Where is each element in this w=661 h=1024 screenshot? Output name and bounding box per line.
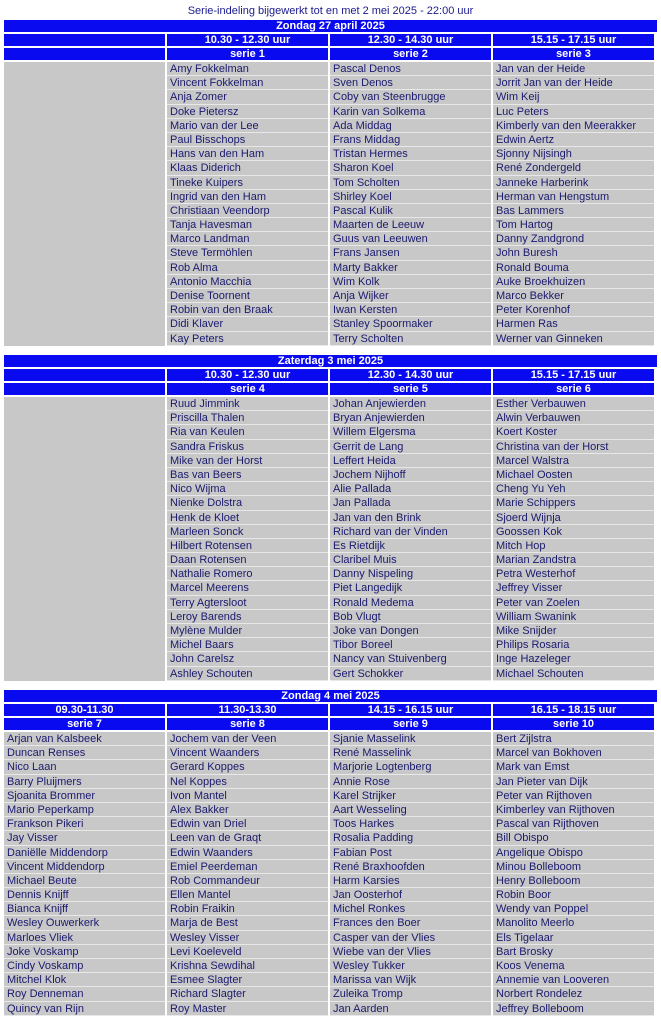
- player-name: Anja Wijker: [330, 289, 491, 303]
- player-name: Koos Venema: [493, 959, 654, 973]
- player-name: Piet Langedijk: [330, 581, 491, 595]
- player-name: Robin Fraikin: [167, 902, 328, 916]
- player-name: Bas van Beers: [167, 468, 328, 482]
- player-name: Richard Slagter: [167, 987, 328, 1001]
- player-name: Joke van Dongen: [330, 624, 491, 638]
- time-slot: 15.15 - 17.15 uur: [493, 369, 654, 381]
- time-slot-row: [4, 32, 657, 46]
- series-label: serie 4: [167, 383, 328, 395]
- player-name: Manolito Meerlo: [493, 916, 654, 930]
- player-name: Edwin Waanders: [167, 846, 328, 860]
- player-name: Marcel Walstra: [493, 454, 654, 468]
- player-name: Marcel van Bokhoven: [493, 746, 654, 760]
- player-name: Barry Pluijmers: [4, 775, 165, 789]
- player-name: Edwin Aertz: [493, 133, 654, 147]
- player-name: Dennis Knijff: [4, 888, 165, 902]
- series-column: [4, 732, 165, 1016]
- series-column: [167, 62, 328, 346]
- player-name: Jorrit Jan van der Heide: [493, 76, 654, 90]
- player-name: Pascal Denos: [330, 62, 491, 76]
- player-name: Wendy van Poppel: [493, 902, 654, 916]
- player-name: Michel Baars: [167, 638, 328, 652]
- player-name: Krishna Sewdihal: [167, 959, 328, 973]
- player-name: Richard van der Vinden: [330, 525, 491, 539]
- player-name: Frans Middag: [330, 133, 491, 147]
- player-name: Joke Voskamp: [4, 945, 165, 959]
- player-name: Quincy van Rijn: [4, 1002, 165, 1016]
- player-name: Marie Schippers: [493, 496, 654, 510]
- player-name: Robin Boor: [493, 888, 654, 902]
- player-name: Gerard Koppes: [167, 760, 328, 774]
- player-name: Harm Karsies: [330, 874, 491, 888]
- player-name: Ronald Medema: [330, 596, 491, 610]
- player-name: Jochem Nijhoff: [330, 468, 491, 482]
- player-name: Robin van den Braak: [167, 303, 328, 317]
- series-label: [4, 48, 165, 60]
- series-label: serie 5: [330, 383, 491, 395]
- schedule-section: [4, 355, 657, 681]
- player-name: Alex Bakker: [167, 803, 328, 817]
- series-column: [4, 62, 165, 346]
- player-name: Nico Wijma: [167, 482, 328, 496]
- player-name: Sharon Koel: [330, 161, 491, 175]
- schedule-section: [4, 690, 657, 1016]
- player-name: Marty Bakker: [330, 261, 491, 275]
- player-name: Marco Landman: [167, 232, 328, 246]
- player-name: Sjonny Nijsingh: [493, 147, 654, 161]
- player-name: Pascal Kulik: [330, 204, 491, 218]
- player-name: Ashley Schouten: [167, 667, 328, 681]
- player-name: Es Rietdijk: [330, 539, 491, 553]
- player-name: Priscilla Thalen: [167, 411, 328, 425]
- player-name: Esther Verbauwen: [493, 397, 654, 411]
- series-label: serie 9: [330, 718, 491, 730]
- player-name: Marjorie Logtenberg: [330, 760, 491, 774]
- time-slot: 12.30 - 14.30 uur: [330, 369, 491, 381]
- player-name: Janneke Harberink: [493, 176, 654, 190]
- player-name: Rob Commandeur: [167, 874, 328, 888]
- player-name: Aart Wesseling: [330, 803, 491, 817]
- player-name: Peter van Rijthoven: [493, 789, 654, 803]
- player-name: Maarten de Leeuw: [330, 218, 491, 232]
- player-name: Wesley Visser: [167, 931, 328, 945]
- player-name: Fabian Post: [330, 846, 491, 860]
- player-name: Bianca Knijff: [4, 902, 165, 916]
- section-date: Zondag 4 mei 2025: [4, 690, 657, 702]
- section-date: Zondag 27 april 2025: [4, 20, 657, 32]
- player-name: Michel Ronkes: [330, 902, 491, 916]
- player-name: Nel Koppes: [167, 775, 328, 789]
- player-name: Bart Brosky: [493, 945, 654, 959]
- series-row: [4, 716, 657, 730]
- player-name: Amy Fokkelman: [167, 62, 328, 76]
- time-slot: 09.30-11.30: [4, 704, 165, 716]
- player-name: Mario Peperkamp: [4, 803, 165, 817]
- player-name: Tibor Boreel: [330, 638, 491, 652]
- player-name: Tanja Havesman: [167, 218, 328, 232]
- player-name: Hilbert Rotensen: [167, 539, 328, 553]
- player-name: Philips Rosaria: [493, 638, 654, 652]
- series-column: [330, 732, 491, 1016]
- player-name: Duncan Renses: [4, 746, 165, 760]
- player-name: Tom Scholten: [330, 176, 491, 190]
- player-name: Emiel Peerdeman: [167, 860, 328, 874]
- player-name: Bert Zijlstra: [493, 732, 654, 746]
- player-name: Els Tigelaar: [493, 931, 654, 945]
- time-slot: 14.15 - 16.15 uur: [330, 704, 491, 716]
- player-name: Peter van Zoelen: [493, 596, 654, 610]
- player-name: Marloes Vliek: [4, 931, 165, 945]
- time-slot: 16.15 - 18.15 uur: [493, 704, 654, 716]
- player-name: Guus van Leeuwen: [330, 232, 491, 246]
- player-name: Michael Oosten: [493, 468, 654, 482]
- time-slot: 11.30-13.30: [167, 704, 328, 716]
- player-name: Ria van Keulen: [167, 425, 328, 439]
- time-slot: 10.30 - 12.30 uur: [167, 369, 328, 381]
- player-name: Mylène Mulder: [167, 624, 328, 638]
- player-name: Tristan Hermes: [330, 147, 491, 161]
- player-name: Bryan Anjewierden: [330, 411, 491, 425]
- player-name: Stanley Spoormaker: [330, 317, 491, 331]
- player-name: Marian Zandstra: [493, 553, 654, 567]
- series-label: serie 10: [493, 718, 654, 730]
- player-name: Henry Bolleboom: [493, 874, 654, 888]
- time-slot: 12.30 - 14.30 uur: [330, 34, 491, 46]
- player-name: John Buresh: [493, 246, 654, 260]
- player-name: Jeffrey Bolleboom: [493, 1002, 654, 1016]
- player-name: Vincent Fokkelman: [167, 76, 328, 90]
- player-name: Ivon Mantel: [167, 789, 328, 803]
- player-name: Alie Pallada: [330, 482, 491, 496]
- player-name: Christina van der Horst: [493, 440, 654, 454]
- player-name: Klaas Diderich: [167, 161, 328, 175]
- player-name: Jeffrey Visser: [493, 581, 654, 595]
- player-name: Sjanie Masselink: [330, 732, 491, 746]
- player-name: Nienke Dolstra: [167, 496, 328, 510]
- player-name: Antonio Macchia: [167, 275, 328, 289]
- series-label: [4, 383, 165, 395]
- series-label: serie 1: [167, 48, 328, 60]
- player-name: Kimberly van den Meerakker: [493, 119, 654, 133]
- player-name: Sven Denos: [330, 76, 491, 90]
- player-name: Goossen Kok: [493, 525, 654, 539]
- player-name: Danny Zandgrond: [493, 232, 654, 246]
- player-name: Jan Aarden: [330, 1002, 491, 1016]
- player-name: Tineke Kuipers: [167, 176, 328, 190]
- player-name: Iwan Kersten: [330, 303, 491, 317]
- player-name: Coby van Steenbrugge: [330, 90, 491, 104]
- player-name: Marissa van Wijk: [330, 973, 491, 987]
- time-slot: [4, 34, 165, 46]
- time-slot: [4, 369, 165, 381]
- player-name: Werner van Ginneken: [493, 332, 654, 346]
- player-name: Edwin van Driel: [167, 817, 328, 831]
- player-name: Jan Oosterhof: [330, 888, 491, 902]
- player-name: Jochem van der Veen: [167, 732, 328, 746]
- player-name: Jan van den Brink: [330, 511, 491, 525]
- time-slot: 15.15 - 17.15 uur: [493, 34, 654, 46]
- player-name: Pascal van Rijthoven: [493, 817, 654, 831]
- player-name: Herman van Hengstum: [493, 190, 654, 204]
- player-name: Bas Lammers: [493, 204, 654, 218]
- player-name: Annemie van Looveren: [493, 973, 654, 987]
- player-name: Didi Klaver: [167, 317, 328, 331]
- player-name: Daan Rotensen: [167, 553, 328, 567]
- player-name: Ronald Bouma: [493, 261, 654, 275]
- player-name: Petra Westerhof: [493, 567, 654, 581]
- player-name: Leffert Heida: [330, 454, 491, 468]
- series-label: serie 7: [4, 718, 165, 730]
- player-name: Frankson Pikeri: [4, 817, 165, 831]
- page-title: Serie-indeling bijgewerkt tot en met 2 mei 2025 - 22:00 uur: [187, 5, 474, 17]
- player-name: John Carelsz: [167, 652, 328, 666]
- player-name: Mike Snijder: [493, 624, 654, 638]
- player-name: Doke Pietersz: [167, 105, 328, 119]
- player-name: Ada Middag: [330, 119, 491, 133]
- player-name: Kimberley van Rijthoven: [493, 803, 654, 817]
- player-name: Claribel Muis: [330, 553, 491, 567]
- player-name: Frances den Boer: [330, 916, 491, 930]
- player-name: Casper van der Vlies: [330, 931, 491, 945]
- player-name: Denise Toornent: [167, 289, 328, 303]
- player-name: Paul Bisschops: [167, 133, 328, 147]
- player-name: Danny Nispeling: [330, 567, 491, 581]
- player-name: Shirley Koel: [330, 190, 491, 204]
- player-name: Koert Koster: [493, 425, 654, 439]
- player-name: Tom Hartog: [493, 218, 654, 232]
- series-column: [493, 732, 654, 1016]
- series-row: [4, 46, 657, 60]
- player-name: Gert Schokker: [330, 667, 491, 681]
- player-name: Cindy Voskamp: [4, 959, 165, 973]
- player-name: Anja Zomer: [167, 90, 328, 104]
- player-name: Wesley Ouwerkerk: [4, 916, 165, 930]
- player-name: Auke Broekhuizen: [493, 275, 654, 289]
- player-name: Wesley Tukker: [330, 959, 491, 973]
- player-name: René Masselink: [330, 746, 491, 760]
- series-label: serie 3: [493, 48, 654, 60]
- player-name: Bob Vlugt: [330, 610, 491, 624]
- series-label: serie 2: [330, 48, 491, 60]
- player-name: Terry Scholten: [330, 332, 491, 346]
- player-name: Karel Strijker: [330, 789, 491, 803]
- player-name: Mark van Emst: [493, 760, 654, 774]
- player-name: Steve Termöhlen: [167, 246, 328, 260]
- player-name: Johan Anjewierden: [330, 397, 491, 411]
- player-name: Harmen Ras: [493, 317, 654, 331]
- player-name: William Swanink: [493, 610, 654, 624]
- player-name: Mitch Hop: [493, 539, 654, 553]
- player-name: Ingrid van den Ham: [167, 190, 328, 204]
- player-name: Angelique Obispo: [493, 846, 654, 860]
- player-name: Marco Bekker: [493, 289, 654, 303]
- player-name: Marleen Sonck: [167, 525, 328, 539]
- player-name: Rob Alma: [167, 261, 328, 275]
- player-name: Henk de Kloet: [167, 511, 328, 525]
- series-column: [493, 397, 654, 681]
- player-name: Roy Master: [167, 1002, 328, 1016]
- player-name: Terry Agtersloot: [167, 596, 328, 610]
- player-name: Christiaan Veendorp: [167, 204, 328, 218]
- player-name: Michael Beute: [4, 874, 165, 888]
- player-name: Ruud Jimmink: [167, 397, 328, 411]
- player-name: Luc Peters: [493, 105, 654, 119]
- player-name: Marja de Best: [167, 916, 328, 930]
- player-name: Kay Peters: [167, 332, 328, 346]
- series-column: [330, 397, 491, 681]
- player-name: Vincent Waanders: [167, 746, 328, 760]
- series-column: [493, 62, 654, 346]
- player-name: Alwin Verbauwen: [493, 411, 654, 425]
- player-name: Inge Hazeleger: [493, 652, 654, 666]
- series-row: [4, 381, 657, 395]
- player-name: Arjan van Kalsbeek: [4, 732, 165, 746]
- player-name: René Braxhoofden: [330, 860, 491, 874]
- player-name: Levi Koeleveld: [167, 945, 328, 959]
- player-name: Rosalia Padding: [330, 831, 491, 845]
- player-name: Frans Jansen: [330, 246, 491, 260]
- player-name: Toos Harkes: [330, 817, 491, 831]
- player-name: Esmee Slagter: [167, 973, 328, 987]
- player-name: Nico Laan: [4, 760, 165, 774]
- player-name: Daniëlle Middendorp: [4, 846, 165, 860]
- player-name: Cheng Yu Yeh: [493, 482, 654, 496]
- player-name: Wiebe van der Vlies: [330, 945, 491, 959]
- series-column: [167, 397, 328, 681]
- player-name: Bill Obispo: [493, 831, 654, 845]
- player-name: Peter Korenhof: [493, 303, 654, 317]
- player-name: René Zondergeld: [493, 161, 654, 175]
- player-name: Norbert Rondelez: [493, 987, 654, 1001]
- schedule-section: [4, 20, 657, 346]
- player-name: Mike van der Horst: [167, 454, 328, 468]
- player-name: Jan Pieter van Dijk: [493, 775, 654, 789]
- player-name: Minou Bolleboom: [493, 860, 654, 874]
- time-slot: 10.30 - 12.30 uur: [167, 34, 328, 46]
- player-name: Karin van Solkema: [330, 105, 491, 119]
- section-date: Zaterdag 3 mei 2025: [4, 355, 657, 367]
- player-name: Nancy van Stuivenberg: [330, 652, 491, 666]
- player-name: Mitchel Klok: [4, 973, 165, 987]
- player-name: Leroy Barends: [167, 610, 328, 624]
- series-column: [330, 62, 491, 346]
- time-slot-row: [4, 367, 657, 381]
- player-name: Annie Rose: [330, 775, 491, 789]
- player-name: Sjoanita Brommer: [4, 789, 165, 803]
- player-name: Leen van de Graqt: [167, 831, 328, 845]
- player-name: Sjoerd Wijnja: [493, 511, 654, 525]
- player-name: Ellen Mantel: [167, 888, 328, 902]
- player-name: Gerrit de Lang: [330, 440, 491, 454]
- player-name: Vincent Middendorp: [4, 860, 165, 874]
- time-slot-row: [4, 702, 657, 716]
- player-name: Marcel Meerens: [167, 581, 328, 595]
- player-name: Hans van den Ham: [167, 147, 328, 161]
- player-name: Nathalie Romero: [167, 567, 328, 581]
- player-name: Roy Denneman: [4, 987, 165, 1001]
- player-name: Wim Kolk: [330, 275, 491, 289]
- player-name: Sandra Friskus: [167, 440, 328, 454]
- series-label: serie 8: [167, 718, 328, 730]
- series-column: [167, 732, 328, 1016]
- player-name: Wim Keij: [493, 90, 654, 104]
- player-name: Michael Schouten: [493, 667, 654, 681]
- player-name: Willem Elgersma: [330, 425, 491, 439]
- player-name: Jan Pallada: [330, 496, 491, 510]
- player-name: Mario van der Lee: [167, 119, 328, 133]
- series-label: serie 6: [493, 383, 654, 395]
- player-name: Jay Visser: [4, 831, 165, 845]
- player-name: Zuleika Tromp: [330, 987, 491, 1001]
- player-name: Jan van der Heide: [493, 62, 654, 76]
- series-column: [4, 397, 165, 681]
